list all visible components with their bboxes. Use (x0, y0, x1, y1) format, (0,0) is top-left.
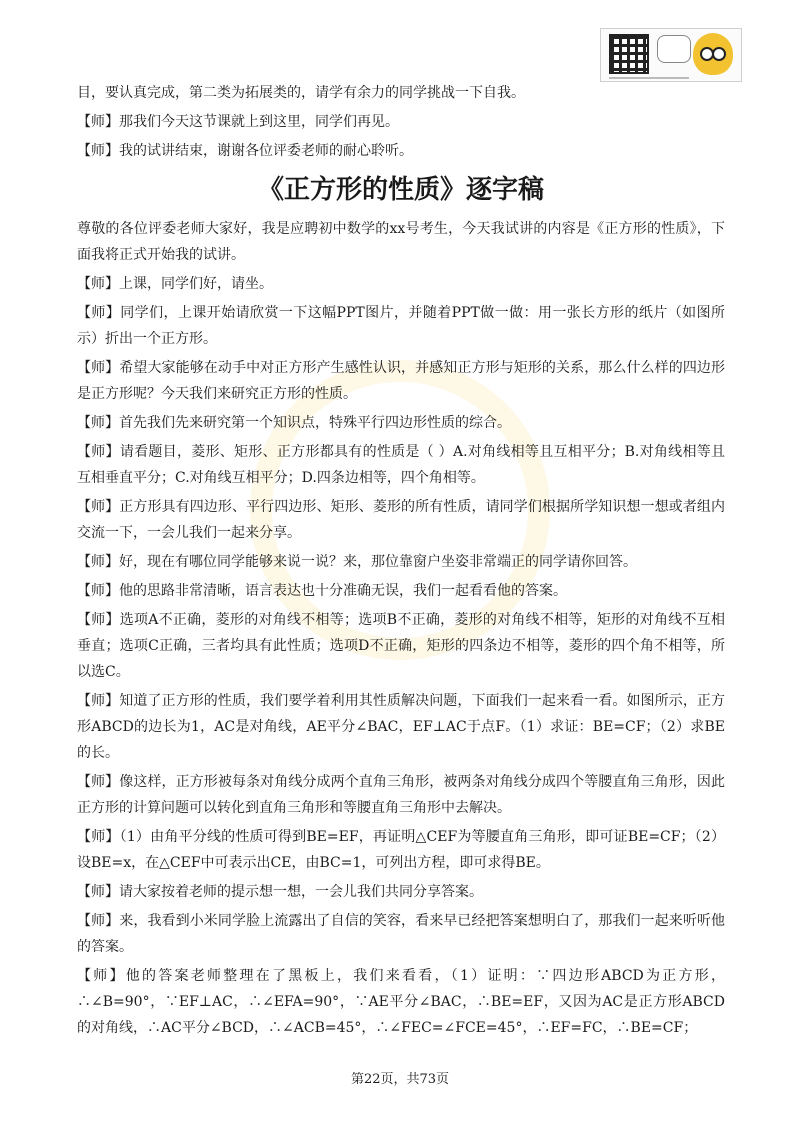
paragraph: 【师】他的答案老师整理在了黑板上，我们来看看，（1）证明：∵四边形ABCD为正方形，∴∠B=90°，∵EF⊥AC，∴∠EFA=90°，∵AE平分∠BAC，∴BE=EF，又因为AC是正方形ABCD的对角线，∴AC平分∠BCD，∴∠ACB=45°，∴∠FEC=∠FCE=45°，∴EF=FC，∴BE=CF； (77, 968, 725, 1036)
paragraph: 【师】来，我看到小米同学脸上流露出了自信的笑容，看来早已经把答案想明白了，那我们一起来听听他的答案。 (77, 913, 725, 955)
paragraph: 【师】（1）由角平分线的性质可得到BE=EF，再证明△CEF为等腰直角三角形，即可证BE=CF；（2）设BE=x，在△CEF中可表示出CE，由BC=1，可列出方程，即可求得BE。 (77, 829, 725, 871)
intro-paragraph: 【师】那我们今天这节课就上到这里，同学们再见。 (77, 114, 399, 130)
paragraph: 【师】选项A不正确，菱形的对角线不相等；选项B不正确，菱形的对角线不相等，矩形的对角线不互相垂直；选项C正确，三者均具有此性质；选项D不正确，矩形的四条边不相等，菱形的四个角不相等，所以选C。 (77, 612, 725, 680)
bee-mascot-icon (693, 33, 733, 75)
logo-caption-line (609, 77, 689, 79)
paragraph: 【师】知道了正方形的性质，我们要学着利用其性质解决问题，下面我们一起来看一看。如图所示，正方形ABCD的边长为1，AC是对角线，AE平分∠BAC，EF⊥AC于点F。（1）求证：BE=CF；（2）求BE的长。 (77, 693, 725, 761)
paragraph: 【师】首先我们先来研究第一个知识点，特殊平行四边形性质的综合。 (77, 415, 511, 431)
paragraph: 【师】上课，同学们好，请坐。 (77, 276, 273, 292)
paragraph: 【师】请看题目，菱形、矩形、正方形都具有的性质是（ ）A.对角线相等且互相平分；B.对角线相等且互相垂直平分；C.对角线互相平分；D.四条边相等，四个角相等。 (77, 444, 725, 486)
header-logo (600, 28, 742, 82)
paragraph: 【师】像这样，正方形被每条对角线分成两个直角三角形，被两条对角线分成四个等腰直角三角形，因此正方形的计算问题可以转化到直角三角形和等腰直角三角形中去解决。 (77, 774, 725, 816)
intro-paragraph: 目，要认真完成，第二类为拓展类的，请学有余力的同学挑战一下自我。 (77, 85, 525, 101)
speech-bubble-icon (657, 35, 691, 63)
document-title: 《正方形的性质》逐字稿 (257, 175, 544, 205)
intro-paragraph: 【师】我的试讲结束，谢谢各位评委老师的耐心聆听。 (77, 143, 413, 159)
page-number: 第22页，共73页 (350, 1072, 450, 1087)
paragraph: 【师】请大家按着老师的提示想一想，一会儿我们共同分享答案。 (77, 884, 483, 900)
document-body (77, 80, 725, 1044)
paragraph: 【师】好，现在有哪位同学能够来说一说？来，那位靠窗户坐姿非常端正的同学请你回答。 (77, 554, 637, 570)
paragraph: 【师】同学们，上课开始请欣赏一下这幅PPT图片，并随着PPT做一做：用一张长方形的纸片（如图所示）折出一个正方形。 (77, 305, 725, 347)
qr-code-icon (609, 34, 649, 74)
paragraph: 【师】正方形具有四边形、平行四边形、矩形、菱形的所有性质，请同学们根据所学知识想一想或者组内交流一下，一会儿我们一起来分享。 (77, 499, 725, 541)
paragraph: 【师】他的思路非常清晰，语言表达也十分准确无误，我们一起看看他的答案。 (77, 583, 567, 599)
paragraph: 【师】希望大家能够在动手中对正方形产生感性认识，并感知正方形与矩形的关系，那么什么样的四边形是正方形呢？今天我们来研究正方形的性质。 (77, 360, 725, 402)
paragraph: 尊敬的各位评委老师大家好，我是应聘初中数学的xx号考生，今天我试讲的内容是《正方形的性质》，下面我将正式开始我的试讲。 (77, 221, 725, 263)
